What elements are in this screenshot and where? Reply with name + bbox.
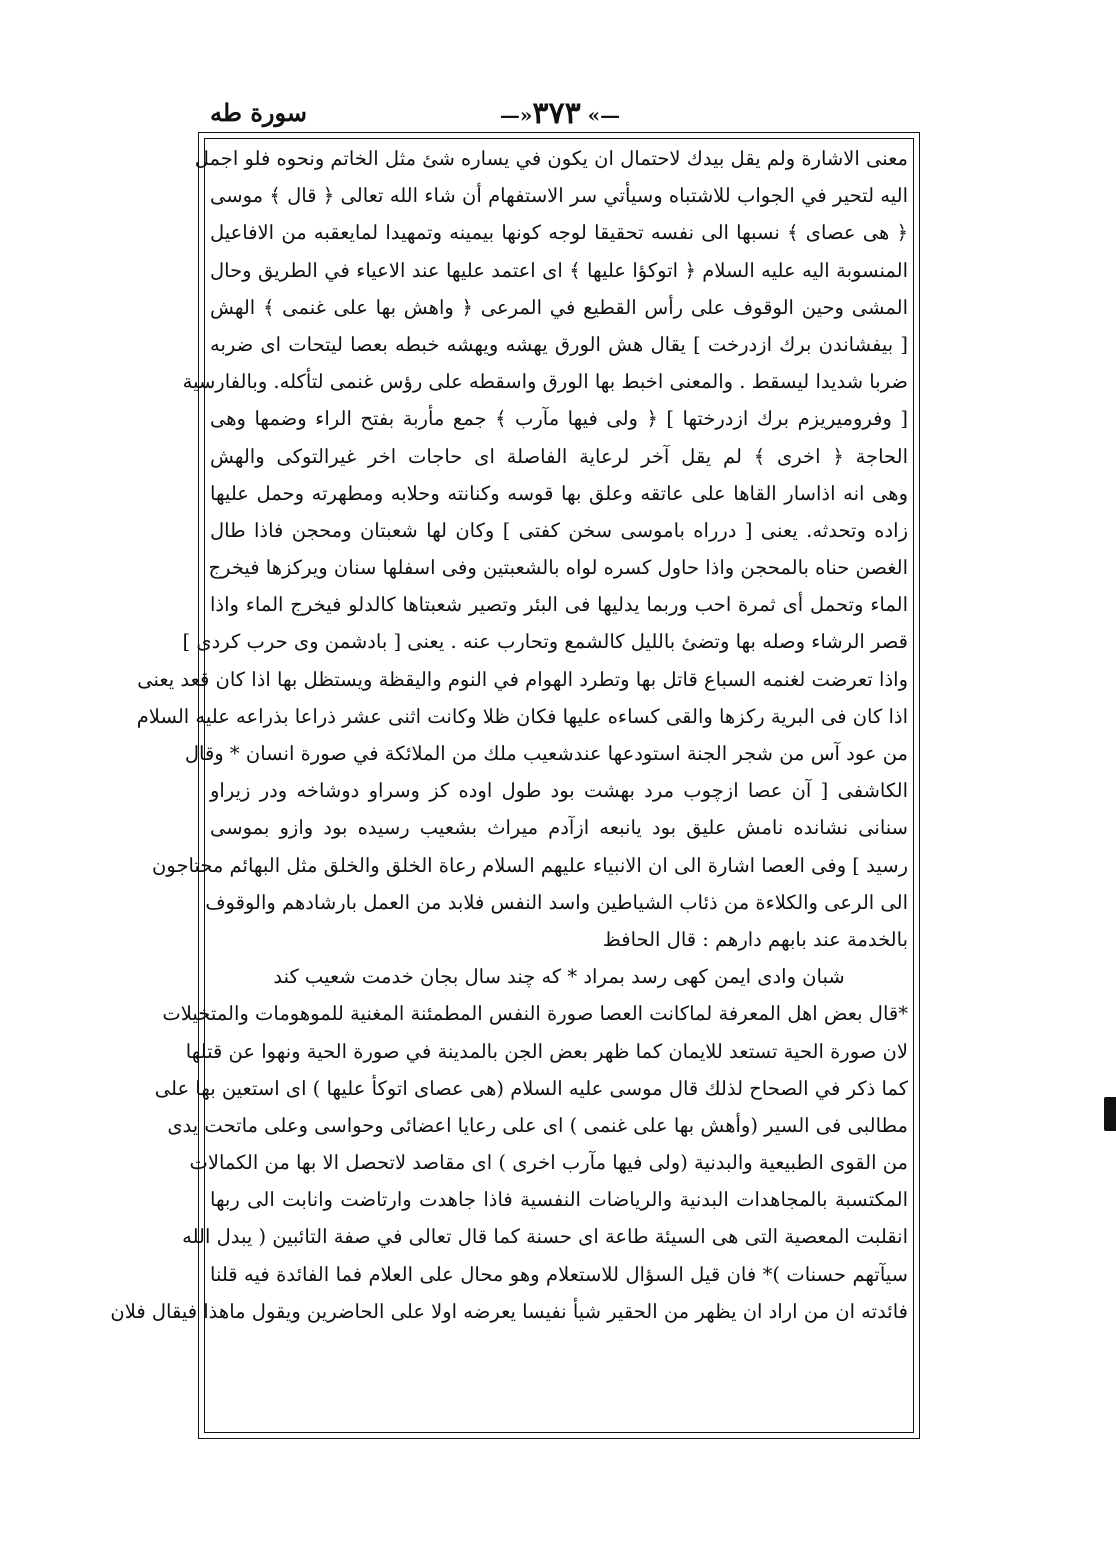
margin-mark xyxy=(1104,1097,1116,1131)
text-line: سنانى نشانده نامش عليق بود يانبعه ازآدم ميراث بشعيب رسيده بود وازو بموسى xyxy=(210,816,908,840)
text-line: مطالبى فى السير (وأهش بها على غنمى ) اى على رعايا اعضائى وحواسى وعلى ماتحت يدى xyxy=(167,1113,908,1137)
text-line: من عود آس من شجر الجنة استودعها عندشعيب ملك من الملائكة في صورة انسان * وقال xyxy=(184,742,908,765)
text-line: كما ذكر في الصحاح لذلك قال موسى عليه السلام (هى عصاى اتوكأ عليها ) اى استعين بها على xyxy=(154,1076,908,1100)
text-line: سيآتهم حسنات )* فان قيل السؤال للاستعلام وهو محال على العلام فما الفائدة فيه قلنا xyxy=(210,1262,908,1286)
text-line: المكتسبة بالمجاهدات البدنية والرياضات النفسية فاذا جاهدت وارتاضت وانابت الى ربها xyxy=(210,1188,908,1212)
text-line: الحاجة ﴿ اخرى ﴾ لم يقل آخر لرعاية الفاصلة اى حاجات اخر غيرالتوكى والهش xyxy=(210,444,908,468)
body-text xyxy=(110,140,912,1432)
text-line: الى الرعى والكلاءة من ذئاب الشياطين واسد النفس فلابد من العمل بارشادهم والوقوف xyxy=(205,890,908,914)
text-line: انقلبت المعصية التى هى السيئة طاعة اى حسنة كما قال تعالى في صفة التائبين ( يبدل الله xyxy=(182,1225,908,1249)
text-line: قصر الرشاء وصله بها وتضئ بالليل كالشمع وتحارب عنه . يعنى [ بادشمن وى حرب كردى ] xyxy=(182,630,908,654)
page-number: —» ٣٧٣ «— xyxy=(200,96,920,131)
text-line: ضربا شديدا ليسقط . والمعنى اخبط بها الورق واسقطه على رؤس غنمى لتأكله. وبالفارسية xyxy=(182,370,908,394)
text-line: بالخدمة عند بابهم دارهم : قال الحافظ xyxy=(602,927,908,951)
text-line: زاده وتحدثه. يعنى [ درراه باموسى سخن كفتى ] وكان لها شعبتان ومحجن فاذا طال xyxy=(210,518,908,542)
surah-title: سورة طه xyxy=(210,98,307,127)
text-line: الكاشفى [ آن عصا ازچوب مرد بهشت بود طول اوده كز وسراو دوشاخه ودر زيراو xyxy=(210,779,908,803)
text-line: *قال بعض اهل المعرفة لماكانت العصا صورة النفس المطمئنة المغنية للموهومات والمتخيلات xyxy=(162,1002,908,1026)
text-line: من القوى الطبيعية والبدنية (ولى فيها مآرب اخرى ) اى مقاصد لاتحصل الا بها من الكمالات xyxy=(189,1151,908,1175)
text-line: المشى وحين الوقوف على رأس القطيع في المرعى ﴿ واهش بها على غنمى ﴾ الهش xyxy=(210,295,908,319)
text-line: [ بيفشاندن برك ازدرخت ] يقال هش الورق يهشه ويهشه خبطه بعصا ليتحات اى ضربه xyxy=(210,332,908,356)
text-line: اليه لتحير في الجواب للاشتباه وسيأتي سر الاستفهام أن شاء الله تعالى ﴿ قال ﴾ موسى xyxy=(210,184,908,208)
text-line: [ وفروميريزم برك ازدرختها ] ﴿ ولى فيها مآرب ﴾ جمع مأربة بفتح الراء وضمها وهى xyxy=(210,407,908,431)
text-line: المنسوبة اليه عليه السلام ﴿ اتوكؤا عليها ﴾ اى اعتمد عليها عند الاعياء في الطريق وحال xyxy=(210,258,908,282)
text-line: لان صورة الحية تستعد للايمان كما ظهر بعض الجن بالمدينة في صورة الحية ونهوا عن قتلها xyxy=(185,1039,908,1063)
text-line: رسيد ] وفى العصا اشارة الى ان الانبياء عليهم السلام رعاة الخلق والخلق مثل البهائم محتاجون xyxy=(152,853,908,877)
text-line: الغصن حناه بالمحجن واذا حاول كسره لواه بالشعبتين وفى اسفلها سنان ويركزها فيخرج xyxy=(208,556,908,580)
text-line: ﴿ هى عصاى ﴾ نسبها الى نفسه تحقيقا لوجه كونها بيمينه وتمهيدا لمايعقبه من الافاعيل xyxy=(210,221,908,245)
text-line: الماء وتحمل أى ثمرة احب وربما يدليها فى البئر وتصير شعبتاها كالدلو فيخرج الماء واذا xyxy=(210,593,908,617)
text-line: اذا كان فى البرية ركزها والقى كساءه عليها فكان ظلا وكانت اثنى عشر ذراعا بذراعه عليه السلام xyxy=(136,704,908,728)
text-line: فائدته ان من اراد ان يظهر من الحقير شيأ نفيسا يعرضه اولا على الحاضرين ويقول ماهذا فيقال فلان xyxy=(110,1299,908,1323)
poem-line: شبان وادى ايمن كهى رسد بمراد * كه چند سال بجان خدمت شعيب كند xyxy=(273,965,845,989)
page-header xyxy=(200,92,920,132)
text-line: معنى الاشارة ولم يقل بيدك لاحتمال ان يكون في يساره شئ مثل الخاتم ونحوه فلو اجمل xyxy=(194,147,908,170)
text-line: وهى انه اذاسار القاها على عاتقه وعلق بها قوسه وكنانته وحلابه ومطهرته وحمل عليها xyxy=(210,481,908,505)
text-line: واذا تعرضت لغنمه السباع قاتل بها وتطرد الهوام في النوم واليقظة ويستظل بها اذا كان قعد يعنى xyxy=(137,667,908,691)
